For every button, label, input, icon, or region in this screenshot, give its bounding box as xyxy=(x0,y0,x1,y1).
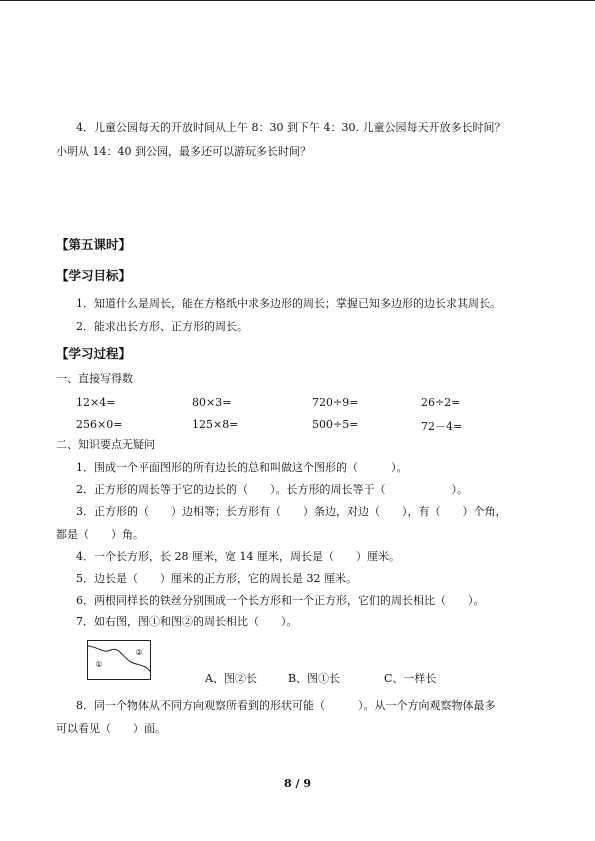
calc-cell: 12×4= xyxy=(76,396,116,409)
section1-title: 一、直接写得数 xyxy=(56,372,133,385)
section2-title: 二、知识要点无疑问 xyxy=(56,438,155,451)
problem4-line2: 小明从 14：40 到公园，最多还可以游玩多长时间？ xyxy=(56,145,311,158)
question-1: 1．围成一个平面图形的所有边长的总和叫做这个图形的（ ）。 xyxy=(76,461,408,474)
calc-cell: 500÷5= xyxy=(312,418,359,431)
question-7-figure xyxy=(87,640,151,680)
question-4: 4．一个长方形，长 28 厘米，宽 14 厘米，周长是（ ）厘米。 xyxy=(76,550,400,563)
goal-1: 1．知道什么是周长，能在方格纸中求多边形的周长；掌握已知多边形的边长求其周长。 xyxy=(76,297,501,310)
option-b: B、图①长 xyxy=(288,672,341,685)
calc-cell: 80×3= xyxy=(192,396,232,409)
page-number: 8 / 9 xyxy=(284,777,311,790)
problem4-line1: 4．儿童公园每天的开放时间从上午 8：30 到下午 4：30. 儿童公园每天开放多长时间？ xyxy=(76,121,506,134)
question-8-line2: 可以看见（ ）面。 xyxy=(56,722,166,735)
figure-label-1: ① xyxy=(95,660,103,669)
question-3-line1: 3．正方形的（ ）边相等；长方形有（ ）条边，对边（ ），有（ ）个角， xyxy=(76,505,507,518)
question-2: 2．正方形的周长等于它的边长的（ ）。长方形的周长等于（ ）。 xyxy=(76,483,468,496)
page-top-border xyxy=(0,0,595,1)
question-7: 7．如右图，图①和图②的周长相比（ ）。 xyxy=(76,615,298,628)
process-heading: 【学习过程】 xyxy=(56,346,132,361)
figure-label-2: ② xyxy=(135,648,143,657)
question-8-line1: 8．同一个物体从不同方向观察所看到的形状可能（ ）。从一个方向观察物体最多 xyxy=(76,699,496,712)
calc-cell: 256×0= xyxy=(76,418,123,431)
question-3-line2: 都是（ ）角。 xyxy=(56,528,144,541)
question-6: 6．两根同样长的铁丝分别围成一个长方形和一个正方形，它们的周长相比（ ）。 xyxy=(76,594,485,607)
calc-cell: 125×8= xyxy=(192,418,239,431)
lesson-heading: 【第五课时】 xyxy=(56,237,132,252)
calc-cell: 720÷9= xyxy=(312,396,359,409)
option-a: A、图②长 xyxy=(205,672,257,685)
goal-2: 2．能求出长方形、正方形的周长。 xyxy=(76,320,248,333)
option-c: C、一样长 xyxy=(384,672,437,685)
goals-heading: 【学习目标】 xyxy=(56,268,132,283)
calc-cell: 72－4= xyxy=(421,420,463,433)
calc-cell: 26÷2= xyxy=(421,396,461,409)
question-5: 5．边长是（ ）厘米的正方形，它的周长是 32 厘米。 xyxy=(76,572,357,585)
